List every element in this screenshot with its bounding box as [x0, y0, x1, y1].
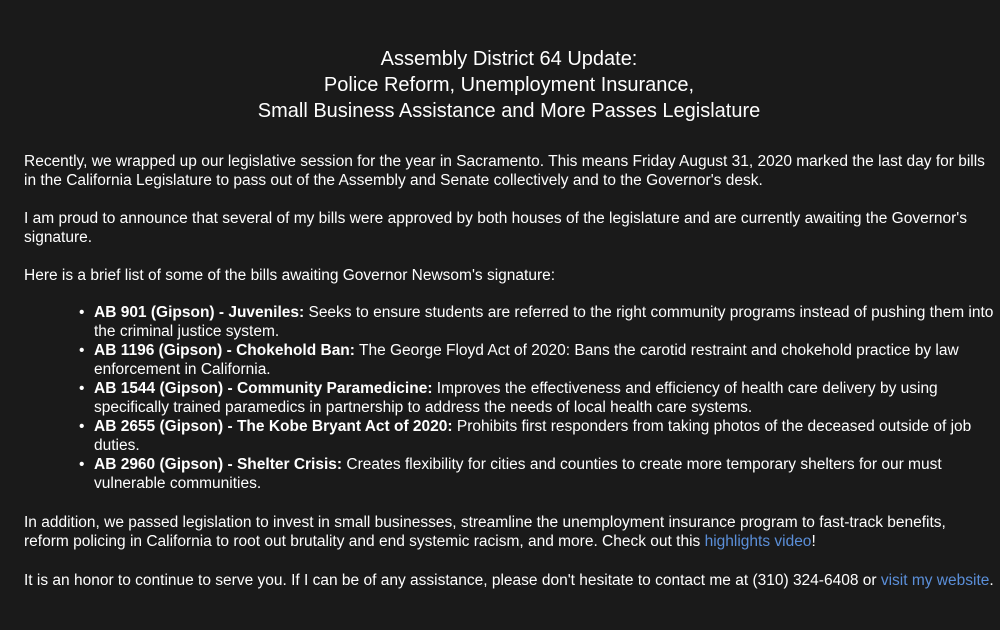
list-item	[79, 455, 994, 493]
website-link[interactable]: visit my website	[880, 572, 990, 589]
bill-name: AB 2655 (Gipson) - The Kobe Bryant Act of 2020:	[94, 418, 453, 435]
title-line-1: Assembly District 64 Update:	[380, 48, 638, 70]
bill-description: The George Floyd Act of 2020: Bans the carotid restraint and chokehold practice by law enforcement in California.	[94, 342, 959, 378]
contact-end: .	[989, 572, 994, 589]
list-item	[79, 303, 994, 341]
bullet-icon: •	[79, 456, 85, 473]
bill-description: Prohibits first responders from taking photos of the deceased outside of job duties.	[94, 418, 972, 454]
bill-name: AB 2960 (Gipson) - Shelter Crisis:	[94, 456, 343, 473]
bill-name: AB 901 (Gipson) - Juveniles:	[94, 304, 305, 321]
bill-name: AB 1196 (Gipson) - Chokehold Ban:	[94, 342, 355, 359]
bill-name: AB 1544 (Gipson) - Community Paramedicine:	[94, 380, 433, 397]
intro-paragraph: Recently, we wrapped up our legislative session for the year in Sacramento. This means Friday August 31, 2020 marked the last day for bills in the California Legislature to pass out of the Assembly and Senate collectively and to the Governor's desk.	[24, 153, 985, 189]
title-line-2: Police Reform, Unemployment Insurance,	[323, 74, 695, 96]
bill-description: Improves the effectiveness and efficiency of health care delivery by using specifically trained paramedics in partnership to address the needs of local health care systems.	[94, 380, 938, 416]
list-intro-paragraph: Here is a brief list of some of the bills awaiting Governor Newsom's signature:	[24, 267, 556, 284]
announcement-paragraph: I am proud to announce that several of my bills were approved by both houses of the legislature and are currently awaiting the Governor's signature.	[24, 210, 967, 246]
list-item	[79, 417, 994, 455]
list-item	[79, 379, 994, 417]
highlights-video-link[interactable]: highlights video	[704, 533, 812, 550]
contact-text: It is an honor to continue to serve you. If I can be of any assistance, please don't hesitate to contact me at (310) 324-6408 or	[24, 572, 881, 589]
bullet-icon: •	[79, 304, 85, 321]
bullet-icon: •	[79, 418, 85, 435]
page-title	[24, 0, 994, 124]
bill-description: Creates flexibility for cities and counties to create more temporary shelters for our must vulnerable communities.	[94, 456, 942, 492]
legislation-paragraph	[24, 513, 994, 551]
title-line-3: Small Business Assistance and More Passes Legislature	[257, 100, 761, 122]
list-item	[79, 341, 994, 379]
bills-list	[24, 303, 994, 493]
bill-description: Seeks to ensure students are referred to the right community programs instead of pushing them into the criminal justice system.	[94, 304, 994, 340]
bullet-icon: •	[79, 380, 85, 397]
legislation-text: In addition, we passed legislation to invest in small businesses, streamline the unemployment insurance program to fast-track benefits, reform policing in California to root out brutality and end systemic racism, and more. Check out this	[24, 514, 946, 550]
contact-paragraph	[24, 571, 994, 590]
legislation-end: !	[811, 533, 816, 550]
bullet-icon: •	[79, 342, 85, 359]
